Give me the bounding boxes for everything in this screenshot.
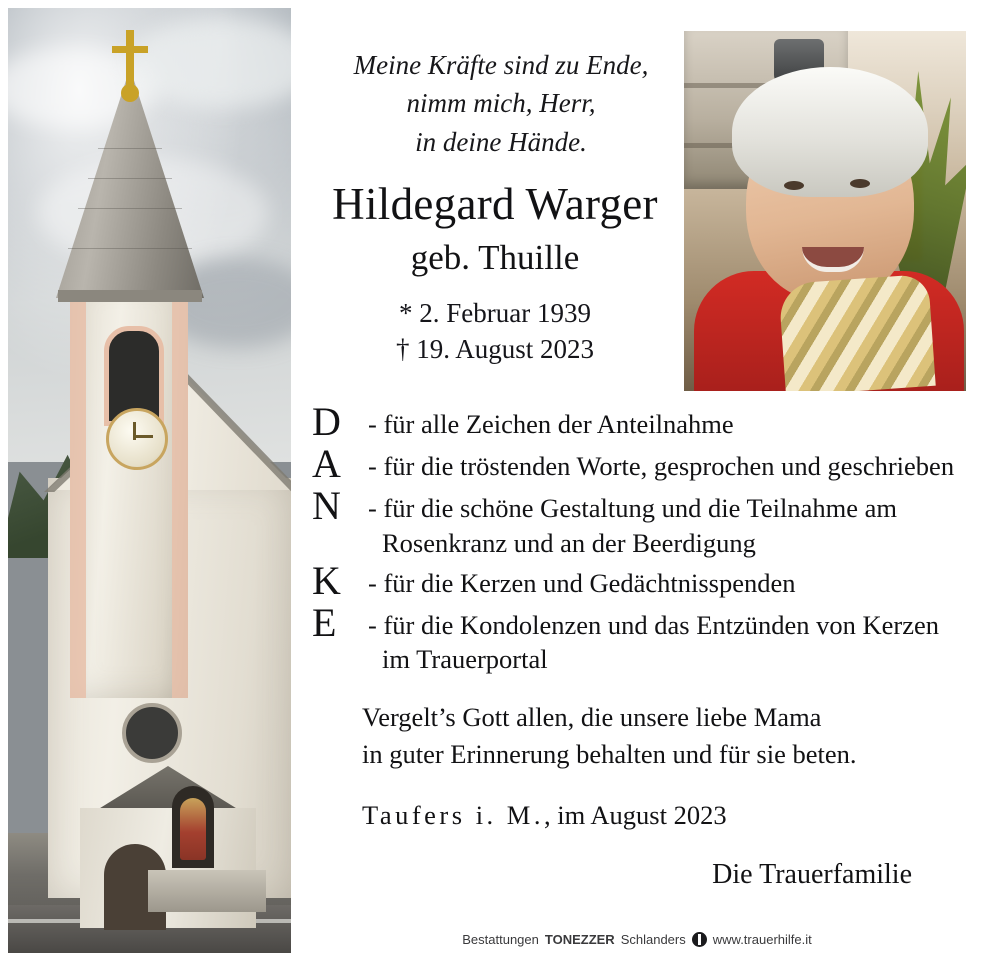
signature: Die Trauerfamilie — [712, 859, 912, 891]
patterned-scarf — [778, 274, 935, 391]
spire-line — [78, 208, 182, 209]
closing-text — [362, 699, 974, 774]
saint-statue — [180, 798, 206, 860]
fountain — [148, 870, 266, 912]
footer-website: www.trauerhilfe.it — [712, 932, 812, 947]
verse-line-3: in deine Hände. — [415, 126, 587, 157]
place-and-date — [362, 800, 974, 831]
thanks-item — [368, 485, 960, 560]
thanks-item-text: - für die Kerzen und Gedächtnisspenden — [368, 567, 796, 598]
acrostic-letter-e: E — [312, 599, 337, 645]
closing-line-1: Vergelt’s Gott allen, die unsere liebe Mama — [362, 701, 822, 732]
spire-line — [88, 178, 172, 179]
eye-right — [850, 179, 870, 188]
place-name: Taufers i. M. — [362, 800, 544, 831]
tower-quoin-right — [172, 278, 188, 698]
verse-line-2: nimm mich, Herr, — [406, 88, 596, 119]
tower-quoin-left — [70, 278, 86, 698]
thanks-list — [312, 401, 960, 677]
clock-hand-minute — [133, 435, 153, 438]
birth-date: * 2. Februar 1939 — [399, 297, 591, 328]
deceased-dates — [300, 295, 690, 367]
tower-cornice — [58, 290, 202, 302]
footer-company-prefix: Bestattungen — [462, 932, 539, 947]
thanks-item — [368, 443, 960, 485]
finial-ball — [121, 84, 139, 102]
footer-company-suffix: Schlanders — [620, 932, 686, 947]
place-date: , im August 2023 — [544, 800, 727, 831]
deceased-names — [300, 179, 690, 279]
cross-finial-bar — [112, 46, 148, 53]
thanks-item — [368, 401, 960, 443]
deceased-maiden-name: geb. Thuille — [410, 237, 580, 277]
logo-icon — [692, 932, 707, 947]
card-content — [300, 8, 974, 953]
acrostic-letter-a: A — [312, 441, 341, 487]
verse — [306, 46, 696, 161]
thanks-item-text: - für die Kondolenzen und das Entzünden von Kerzen — [368, 609, 940, 640]
thanks-item-text-continued: Rosenkranz und an der Beerdigung — [382, 527, 756, 558]
cross-finial-icon — [126, 30, 134, 86]
death-date: † 19. August 2023 — [395, 333, 595, 364]
eye-left — [784, 181, 804, 190]
closing-line-2: in guter Erinnerung behalten und für sie beten. — [362, 739, 857, 770]
deceased-name: Hildegard Warger — [332, 178, 658, 229]
tower-clock-icon — [106, 408, 168, 470]
hair — [732, 67, 928, 197]
thanks-item-text: - für alle Zeichen der Anteilnahme — [368, 409, 734, 440]
thanks-item-text-continued: im Trauerportal — [382, 644, 548, 675]
footer — [300, 932, 974, 947]
thanks-item-text: - für die schöne Gestaltung und die Teilnahme am — [368, 493, 897, 524]
verse-line-1: Meine Kräfte sind zu Ende, — [353, 50, 649, 80]
thanks-item-text: - für die tröstenden Worte, gesprochen und geschrieben — [368, 451, 955, 482]
spire-line — [68, 248, 192, 249]
church-photo — [8, 8, 291, 953]
spire-line — [98, 148, 162, 149]
acrostic-letter-d: D — [312, 399, 341, 445]
portrait-photo — [684, 31, 966, 391]
acrostic-letter-n: N — [312, 483, 341, 529]
footer-company-name: TONEZZER — [544, 932, 615, 947]
acrostic-letter-k: K — [312, 557, 341, 603]
round-window — [122, 703, 182, 763]
thanks-item — [368, 560, 960, 602]
thanks-item — [368, 602, 960, 677]
